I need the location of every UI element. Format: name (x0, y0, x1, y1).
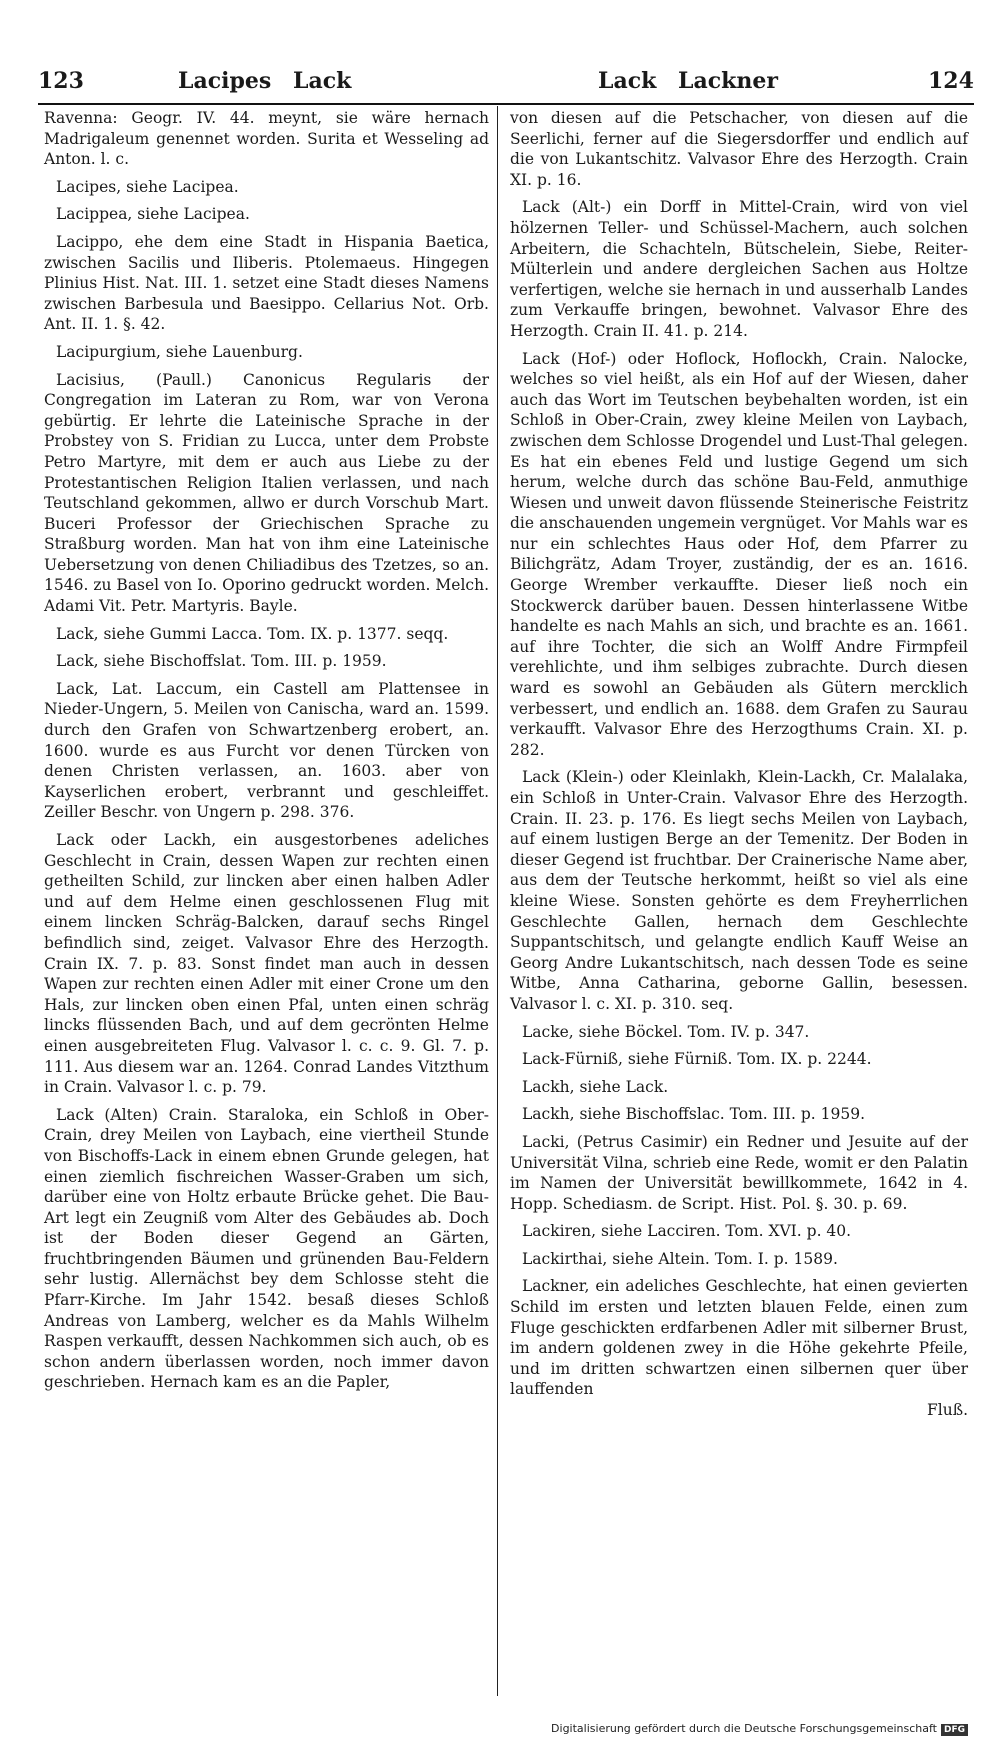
column-divider (497, 106, 498, 1696)
right-entry: Lack-Fürniß, siehe Fürniß. Tom. IX. p. 2244. (522, 1050, 872, 1069)
right-entry: Lackirthai, siehe Altein. Tom. I. p. 1589. (522, 1249, 838, 1268)
right-entry: von diesen auf die Petschacher, von diesen auf die Seerlichi, ferner auf die Siegersdorffer und endlich auf die von Lukantschitz. Valvasor Ehre des Herzogth. Crain XI. p. 16. (510, 109, 968, 189)
right-entry: Lack (Alt-) ein Dorff in Mittel-Crain, wird von viel hölzernen Teller- und Schüssel-Machern, auch solchen Arbeitern, die Schachteln, Bütschelein, Siebe, Reiter-Mülterlein und andere dergleichen Sachen aus Holtze verfertigen, welche sie hernach in und ausserhalb Landes zum Verkauffe bringen, bewohnet. Valvasor Ehre des Herzogth. Crain II. 41. p. 214. (510, 198, 968, 340)
left-entry: Lacipes, siehe Lacipea. (56, 177, 239, 196)
left-entry: Lack, siehe Bischoffslat. Tom. III. p. 1959. (56, 652, 387, 671)
right-entry: Lackh, siehe Lack. (522, 1077, 669, 1096)
right-page-number: 124 (928, 68, 974, 94)
left-catchword-2: Lack (293, 68, 352, 94)
left-column (44, 108, 489, 1393)
left-catchword-1: Lacipes (178, 68, 272, 94)
right-column (510, 108, 968, 1421)
right-entry: Lack (Klein-) oder Kleinlakh, Klein-Lackh, Cr. Malalaka, ein Schloß in Unter-Crain. Valvasor Ehre des Herzogth. Crain. II. 23. p. 176. Es liegt sechs Meilen von Laybach, auf einem lustigen Berge an der Temenitz. Der Boden in dieser Gegend ist fruchtbar. Der Crainerische Name aber, aus dem der Teutsche herkommt, heißt so viel als eine kleine Wiese. Sonsten gehörte es dem Freyherrlichen Geschlechte Gallen, hernach dem Geschlechte Suppantschitsch, und gelangte endlich Kauff Weise an Georg Andre Lukantschitsch, nach dessen Tode es seine Witbe, Anna Catharina, geborne Gallin, besessen. Valvasor l. c. XI. p. 310. seq. (510, 768, 968, 1013)
left-page-number: 123 (38, 68, 84, 94)
right-entry: Lackiren, siehe Lacciren. Tom. XVI. p. 40. (522, 1222, 852, 1241)
left-entry: Lack (Alten) Crain. Staraloka, ein Schloß in Ober-Crain, drey Meilen von Laybach, eine viertheil Stunde von Bischoffs-Lack in einem ebnen Grunde gelegen, hat einen ziemlich fischreichen Wasser-Graben um sich, darüber eine von Holtz erbaute Brücke gehet. Die Bau-Art legt ein Zeugniß vom Alter des Gebäudes ab. Doch ist der Boden dieser Gegend an Gärten, fruchtbringenden Bäumen und grünenden Bau-Feldern sehr lustig. Allernächst bey dem Schlosse steht die Pfarr-Kirche. Im Jahr 1542. besaß dieses Schloß Andreas von Lamberg, welcher es da Mahls Wilhelm Raspen verkaufft, dessen Nachkommen sich auch, ob es schon andern überlassen worden, noch immer davon geschrieben. Hernach kam es an die Papler, (44, 1105, 489, 1392)
right-entry: Lacke, siehe Böckel. Tom. IV. p. 347. (522, 1022, 810, 1041)
left-entry: Lack oder Lackh, ein ausgestorbenes adeliches Geschlecht in Crain, dessen Wapen zur rechten einen getheilten Schild, zur lincken aber einen halben Adler und auf dem Helme einen geschlossenen Flug mit einem lincken Schräg-Balcken, darauf sechs Ringel befindlich sind, zeiget. Valvasor Ehre des Herzogth. Crain IX. 7. p. 83. Sonst findet man auch in dessen Wapen zur rechten einen Adler mit einer Crone um den Hals, zur lincken oben einen Pfal, unten einen schräg lincks flüssenden Bach, und auf dem gecrönten Helme einen ausgebreiteten Flug. Valvasor l. c. c. 9. Gl. 7. p. 111. Aus diesem war an. 1264. Conrad Landes Vitzthum in Crain. Valvasor l. c. p. 79. (44, 831, 489, 1097)
left-entry: Ravenna: Geogr. IV. 44. meynt, sie wäre hernach Madrigaleum genennet worden. Surita et Wesseling ad Anton. l. c. (44, 109, 489, 169)
left-entry: Lacippea, siehe Lacipea. (56, 205, 250, 224)
right-entry: Lacki, (Petrus Casimir) ein Redner und Jesuite auf der Universität Vilna, schrieb eine Rede, womit er den Palatin im Namen der Universität bewillkommete, 1642 in 4. Hopp. Schediasm. de Script. Hist. Pol. §. 30. p. 69. (510, 1132, 968, 1213)
dfg-logo: DFG (941, 1724, 968, 1736)
page-header (38, 68, 974, 102)
left-entry: Lack, siehe Gummi Lacca. Tom. IX. p. 1377. seqq. (56, 624, 449, 643)
digitization-credit (551, 1722, 968, 1736)
right-entry-end: Fluß. (927, 1401, 968, 1420)
right-catchword-1: Lack (598, 68, 657, 94)
left-entry: Lacipurgium, siehe Lauenburg. (56, 342, 303, 361)
left-entry: Lacisius, (Paull.) Canonicus Regularis der Congregation im Lateran zu Rom, war von Verona gebürtig. Er lehrte die Lateinische Sprache in der Probstey von S. Fridian zu Lucca, unter dem Probste Petro Martyre, mit dem er auch aus Liebe zu der Protestantischen Religion Italien verlassen, und nach Teutschland gekommen, allwo er durch Vorschub Mart. Buceri Professor der Griechischen Sprache zu Straßburg worden. Man hat von ihm eine Lateinische Uebersetzung von denen Chiliadibus des Tzetzes, so an. 1546. zu Basel von Io. Oporino gedruckt worden. Melch. Adami Vit. Petr. Martyris. Bayle. (44, 370, 489, 616)
right-entry: Lackner, ein adeliches Geschlechte, hat einen gevierten Schild im ersten und letzten blauen Felde, einen zum Fluge geschickten erdfarbenen Adler mit silberner Brust, im andern goldenen zwey in die Höhe gekehrte Pfeile, und im dritten schwartzen einen silbernen quer über lauffenden (510, 1277, 968, 1399)
header-rule (38, 103, 974, 105)
right-entry: Lackh, siehe Bischoffslac. Tom. III. p. 1959. (522, 1105, 865, 1124)
credit-text: Digitalisierung gefördert durch die Deutsche Forschungsgemeinschaft (551, 1722, 937, 1735)
right-catchword-2: Lackner (678, 68, 778, 94)
left-entry: Lacippo, ehe dem eine Stadt in Hispania Baetica, zwischen Sacilis und Iliberis. Ptolemaeus. Hingegen Plinius Hist. Nat. III. 1. setzet eine Stadt dieses Namens zwischen Barbesula und Baesippo. Cellarius Not. Orb. Ant. II. 1. §. 42. (44, 232, 489, 334)
left-entry: Lack, Lat. Laccum, ein Castell am Plattensee in Nieder-Ungern, 5. Meilen von Canischa, ward an. 1599. durch den Grafen von Schwartzenberg erobert, an. 1600. wurde es aus Furcht vor denen Türcken von denen Christen verlassen, an. 1603. aber von Kayserlichen erobert, verbrannt und geschleiffet. Zeiller Beschr. von Ungern p. 298. 376. (44, 679, 489, 822)
right-entry: Lack (Hof-) oder Hoflock, Hoflockh, Crain. Nalocke, welches so viel heißt, als ein Hof auf der Wiesen, daher auch das Wort im Teutschen beybehalten worden, ist ein Schloß in Ober-Crain, zwey kleine Meilen von Laybach, zwischen dem Schlosse Drogendel und Lust-Thal gelegen. Es hat ein ebenes Feld und lustige Gegend um sich herum, welche durch das schöne Bau-Feld, anmuthige Wiesen und unweit davon flüssende Steinerische Feistritz die anschauenden ungemein vergnüget. Vor Mahls war es nur ein schlechtes Haus oder Hof, dem Pfarrer zu Bilichgrätz, Adam Troyer, zuständig, der es an. 1616. George Wrember verkauffte. Dieser ließ noch ein Stockwerck darüber bauen. Dessen hinterlassene Witbe handelte es nach Mahls an sich, und brachte es an. 1661. auf ihre Tochter, die sich an Wolff Andre Firmpfeil verehlichte, und ihm selbiges zubrachte. Durch diesen ward es sowohl an Gebäuden als Gütern mercklich verbessert, und endlich an. 1688. dem Grafen zu Saurau verkaufft. Valvasor Ehre des Herzogthums Crain. XI. p. 282. (510, 349, 968, 759)
